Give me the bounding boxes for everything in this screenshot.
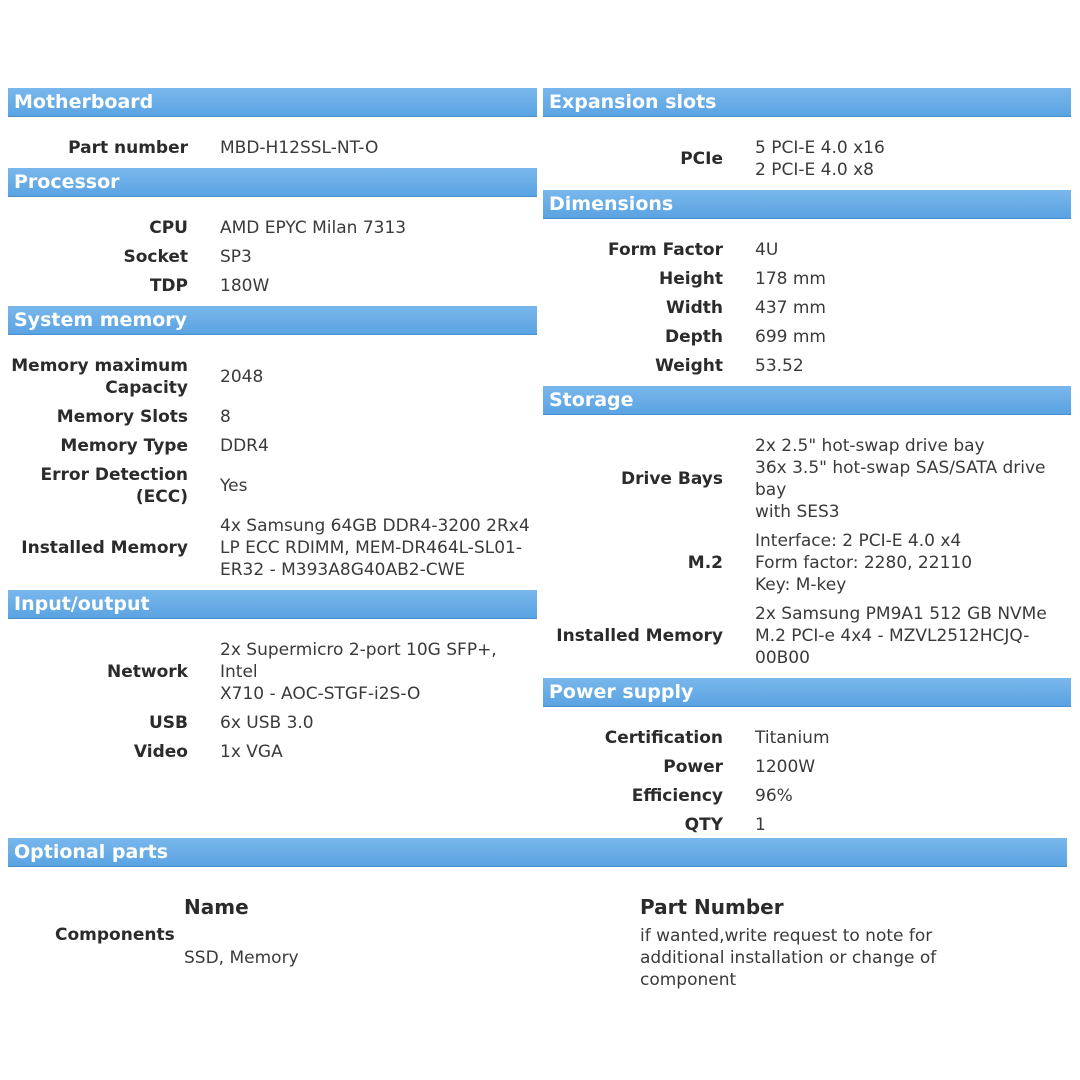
spec-value: 6x USB 3.0 [220,713,314,733]
section-header: Dimensions [543,190,1071,219]
spec-row [8,741,537,763]
section-header: Input/output [8,590,537,619]
spec-label: Depth [664,327,723,347]
section-header: Processor [8,168,537,197]
spec-value: 53.52 [755,356,804,376]
spec-label: QTY [684,815,723,835]
spec-label: TDP [149,276,188,296]
spec-value: 4x Samsung 64GB DDR4-3200 2Rx4 LP ECC RDIMM, MEM-DR464L-SL01- ER32 - M393A8G40AB2-CWE [220,516,530,580]
spec-value: Yes [220,476,248,496]
section-system-memory [8,306,537,590]
spec-row [543,435,1071,523]
spec-value: 2x 2.5" hot-swap drive bay 36x 3.5" hot-swap SAS/SATA drive bay with SES3 [755,436,1046,522]
section-input-output [8,590,537,772]
spec-value: 8 [220,407,231,427]
spec-row [543,137,1071,181]
spec-value: DDR4 [220,436,269,456]
spec-rows [543,415,1071,678]
spec-value: 2x Samsung PM9A1 512 GB NVMe M.2 PCI-e 4x4 - MZVL2512HCJQ- 00B00 [755,604,1047,668]
section-header: Power supply [543,678,1071,707]
spec-label: Memory Slots [56,407,188,427]
spec-row [8,435,537,457]
spec-value: 178 mm [755,269,826,289]
spec-label: M.2 [687,553,723,573]
spec-row [543,239,1071,261]
spec-label: Installed Memory [556,626,723,646]
spec-row [543,814,1071,836]
section-dimensions [543,190,1071,386]
section-storage [543,386,1071,678]
section-header: Storage [543,386,1071,415]
section-processor [8,168,537,306]
spec-row [543,785,1071,807]
spec-row [8,464,537,508]
spec-label: Part number [68,138,188,158]
spec-rows [543,117,1071,190]
spec-label: Efficiency [631,786,723,806]
spec-value: 2048 [220,367,264,387]
spec-row [8,246,537,268]
spec-row [8,515,537,581]
spec-value: SP3 [220,247,252,267]
spec-label: Form Factor [608,240,723,260]
spec-row [543,530,1071,596]
spec-value: 180W [220,276,270,296]
spec-label: Weight [655,356,723,376]
spec-rows [8,117,537,168]
components-label: Components [55,925,175,945]
spec-row [8,217,537,239]
spec-row [8,355,537,399]
spec-value: 437 mm [755,298,826,318]
spec-rows [543,219,1071,386]
section-header: Expansion slots [543,88,1071,117]
section-header: Optional parts [8,838,1067,867]
spec-label: Installed Memory [21,538,188,558]
spec-value: AMD EPYC Milan 7313 [220,218,407,238]
spec-label: CPU [149,218,188,238]
part-number-value: if wanted,write request to note for additional installation or change of component [640,926,937,990]
spec-label: Height [659,269,723,289]
optional-parts-section [8,838,1067,1007]
spec-value: 2x Supermicro 2-port 10G SFP+, Intel X710 - AOC-STGF-i2S-O [220,640,497,704]
spec-rows [8,619,537,772]
spec-row [543,326,1071,348]
section-expansion-slots [543,88,1071,190]
spec-label: Memory maximum Capacity [11,356,188,398]
spec-label: USB [148,713,188,733]
spec-label: Drive Bays [621,469,723,489]
spec-rows [8,335,537,590]
spec-value: 5 PCI-E 4.0 x16 2 PCI-E 4.0 x8 [755,138,885,180]
name-value: SSD, Memory [184,948,299,968]
section-power-supply [543,678,1071,845]
spec-row [8,406,537,428]
spec-label: Network [107,662,188,682]
spec-row [543,756,1071,778]
spec-value: 1 [755,815,766,835]
part-number-column-header: Part Number [640,895,784,919]
spec-label: Socket [123,247,188,267]
spec-row [8,712,537,734]
spec-label: Error Detection (ECC) [40,465,188,507]
spec-rows [8,197,537,306]
spec-row [543,727,1071,749]
left-column [8,88,537,772]
spec-row [543,355,1071,377]
spec-row [543,297,1071,319]
spec-label: Width [666,298,723,318]
spec-label: Certification [604,728,723,748]
spec-row [8,275,537,297]
section-header: System memory [8,306,537,335]
spec-label: PCIe [680,149,723,169]
spec-value: 1200W [755,757,816,777]
name-column-header: Name [184,895,249,919]
right-column [543,88,1071,845]
spec-row [8,639,537,705]
spec-value: Interface: 2 PCI-E 4.0 x4 Form factor: 2280, 22110 Key: M-key [755,531,973,595]
spec-row [543,268,1071,290]
spec-row [543,603,1071,669]
spec-row [8,137,537,159]
section-header: Motherboard [8,88,537,117]
spec-value: 1x VGA [220,742,283,762]
spec-label: Memory Type [60,436,188,456]
spec-value: 4U [755,240,779,260]
spec-value: 96% [755,786,793,806]
spec-value: MBD-H12SSL-NT-O [220,138,379,158]
spec-rows [543,707,1071,845]
spec-value: Titanium [755,728,830,748]
spec-value: 699 mm [755,327,826,347]
spec-label: Power [663,757,723,777]
section-motherboard [8,88,537,168]
spec-label: Video [133,742,188,762]
